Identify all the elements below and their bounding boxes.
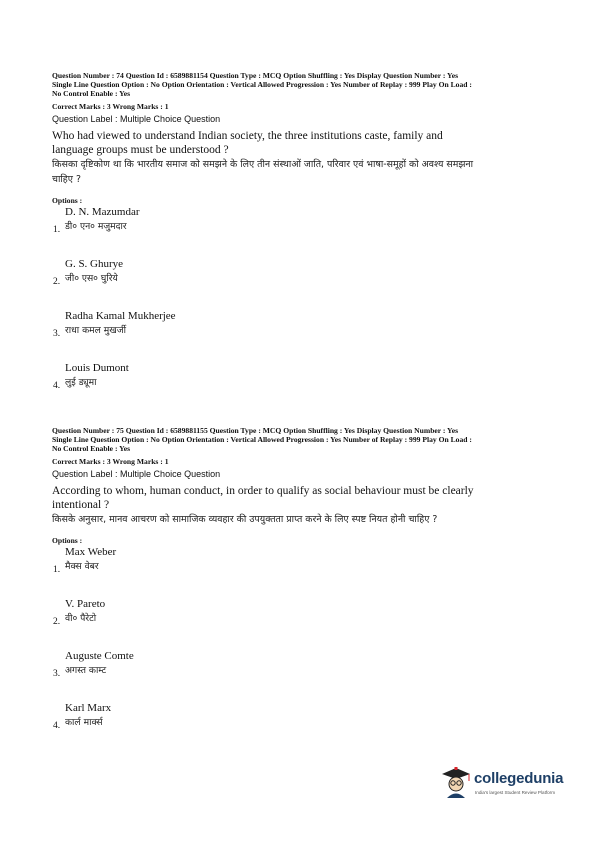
question-meta-line: Single Line Question Option : No Option Orientation : Vertical Allowed Progression : Yes Number of Replay : 999 Play On Load :	[52, 435, 472, 444]
option-number: 2.	[53, 617, 61, 627]
option-text-hindi: अगस्त काम्ट	[65, 665, 107, 676]
question-block	[52, 426, 552, 753]
option-text-hindi: मैक्स वेबर	[65, 561, 99, 572]
option-number: 4.	[53, 381, 61, 391]
question-text-english: Who had viewed to understand Indian society, the three institutions caste, family and language groups must be understood ?	[52, 130, 443, 156]
option-number: 1.	[53, 225, 61, 235]
question-text-hindi: किसके अनुसार, मानव आचरण को सामाजिक व्यवहार की उपयुक्तता प्राप्त करने के लिए स्पष्ट नियत होनी चाहिए ?	[52, 514, 438, 525]
question-label: Question Label : Multiple Choice Question	[52, 469, 221, 479]
option-number: 4.	[53, 721, 61, 731]
option-text-english: G. S. Ghurye	[65, 258, 124, 270]
option-text-english: Louis Dumont	[65, 362, 129, 374]
question-block	[52, 71, 552, 413]
option-item[interactable]	[52, 257, 552, 309]
logo-tagline: India's largest Student Review Platform	[475, 790, 556, 795]
question-meta	[52, 71, 552, 98]
option-text-hindi: वी० पैरेटो	[65, 613, 97, 624]
option-item[interactable]	[52, 205, 552, 257]
option-item[interactable]	[52, 309, 552, 361]
graduate-mascot-icon	[438, 764, 474, 800]
question-marks: Correct Marks : 3 Wrong Marks : 1	[52, 457, 169, 466]
option-text-english: D. N. Mazumdar	[65, 206, 140, 218]
option-item[interactable]	[52, 649, 552, 701]
option-text-english: Radha Kamal Mukherjee	[65, 310, 176, 322]
option-text-hindi: लुई ड्यूमा	[65, 377, 97, 388]
question-meta-line: Single Line Question Option : No Option Orientation : Vertical Allowed Progression : Yes Number of Replay : 999 Play On Load :	[52, 80, 472, 89]
options-title: Options :	[52, 536, 83, 545]
question-text-hindi: किसका दृष्टिकोण था कि भारतीय समाज को समझने के लिए तीन संस्थाओं जाति, परिवार एवं भाषा-समूहों को अवश्य समझना चाहिए ?	[52, 159, 474, 185]
question-meta-line: Question Number : 74 Question Id : 6589881154 Question Type : MCQ Option Shuffling : Yes Display Question Number : Yes	[52, 71, 459, 80]
option-number: 3.	[53, 329, 61, 339]
question-meta	[52, 426, 552, 453]
logo-name: collegedunia	[474, 770, 564, 787]
option-item[interactable]	[52, 701, 552, 753]
option-item[interactable]	[52, 361, 552, 413]
question-text-english: According to whom, human conduct, in order to qualify as social behaviour must be clearly intentional ?	[52, 485, 474, 511]
option-number: 2.	[53, 277, 61, 287]
collegedunia-logo	[438, 764, 564, 808]
question-meta-line: Question Number : 75 Question Id : 6589881155 Question Type : MCQ Option Shuffling : Yes Display Question Number : Yes	[52, 426, 459, 435]
option-text-english: V. Pareto	[65, 598, 106, 610]
option-text-english: Auguste Comte	[65, 650, 134, 662]
option-item[interactable]	[52, 597, 552, 649]
option-text-hindi: कार्ल मार्क्स	[65, 717, 103, 728]
option-number: 3.	[53, 669, 61, 679]
options-title: Options :	[52, 196, 83, 205]
option-text-hindi: डी० एन० मजुमदार	[65, 221, 127, 232]
question-label: Question Label : Multiple Choice Question	[52, 114, 221, 124]
option-number: 1.	[53, 565, 61, 575]
option-text-hindi: जी० एस० घुरिये	[65, 273, 118, 284]
option-text-hindi: राधा कमल मुखर्जी	[65, 325, 126, 336]
option-text-english: Max Weber	[65, 546, 117, 558]
question-marks: Correct Marks : 3 Wrong Marks : 1	[52, 102, 169, 111]
option-item[interactable]	[52, 545, 552, 597]
question-meta-line: No Control Enable : Yes	[52, 444, 131, 453]
option-text-english: Karl Marx	[65, 702, 112, 714]
question-meta-line: No Control Enable : Yes	[52, 89, 131, 98]
